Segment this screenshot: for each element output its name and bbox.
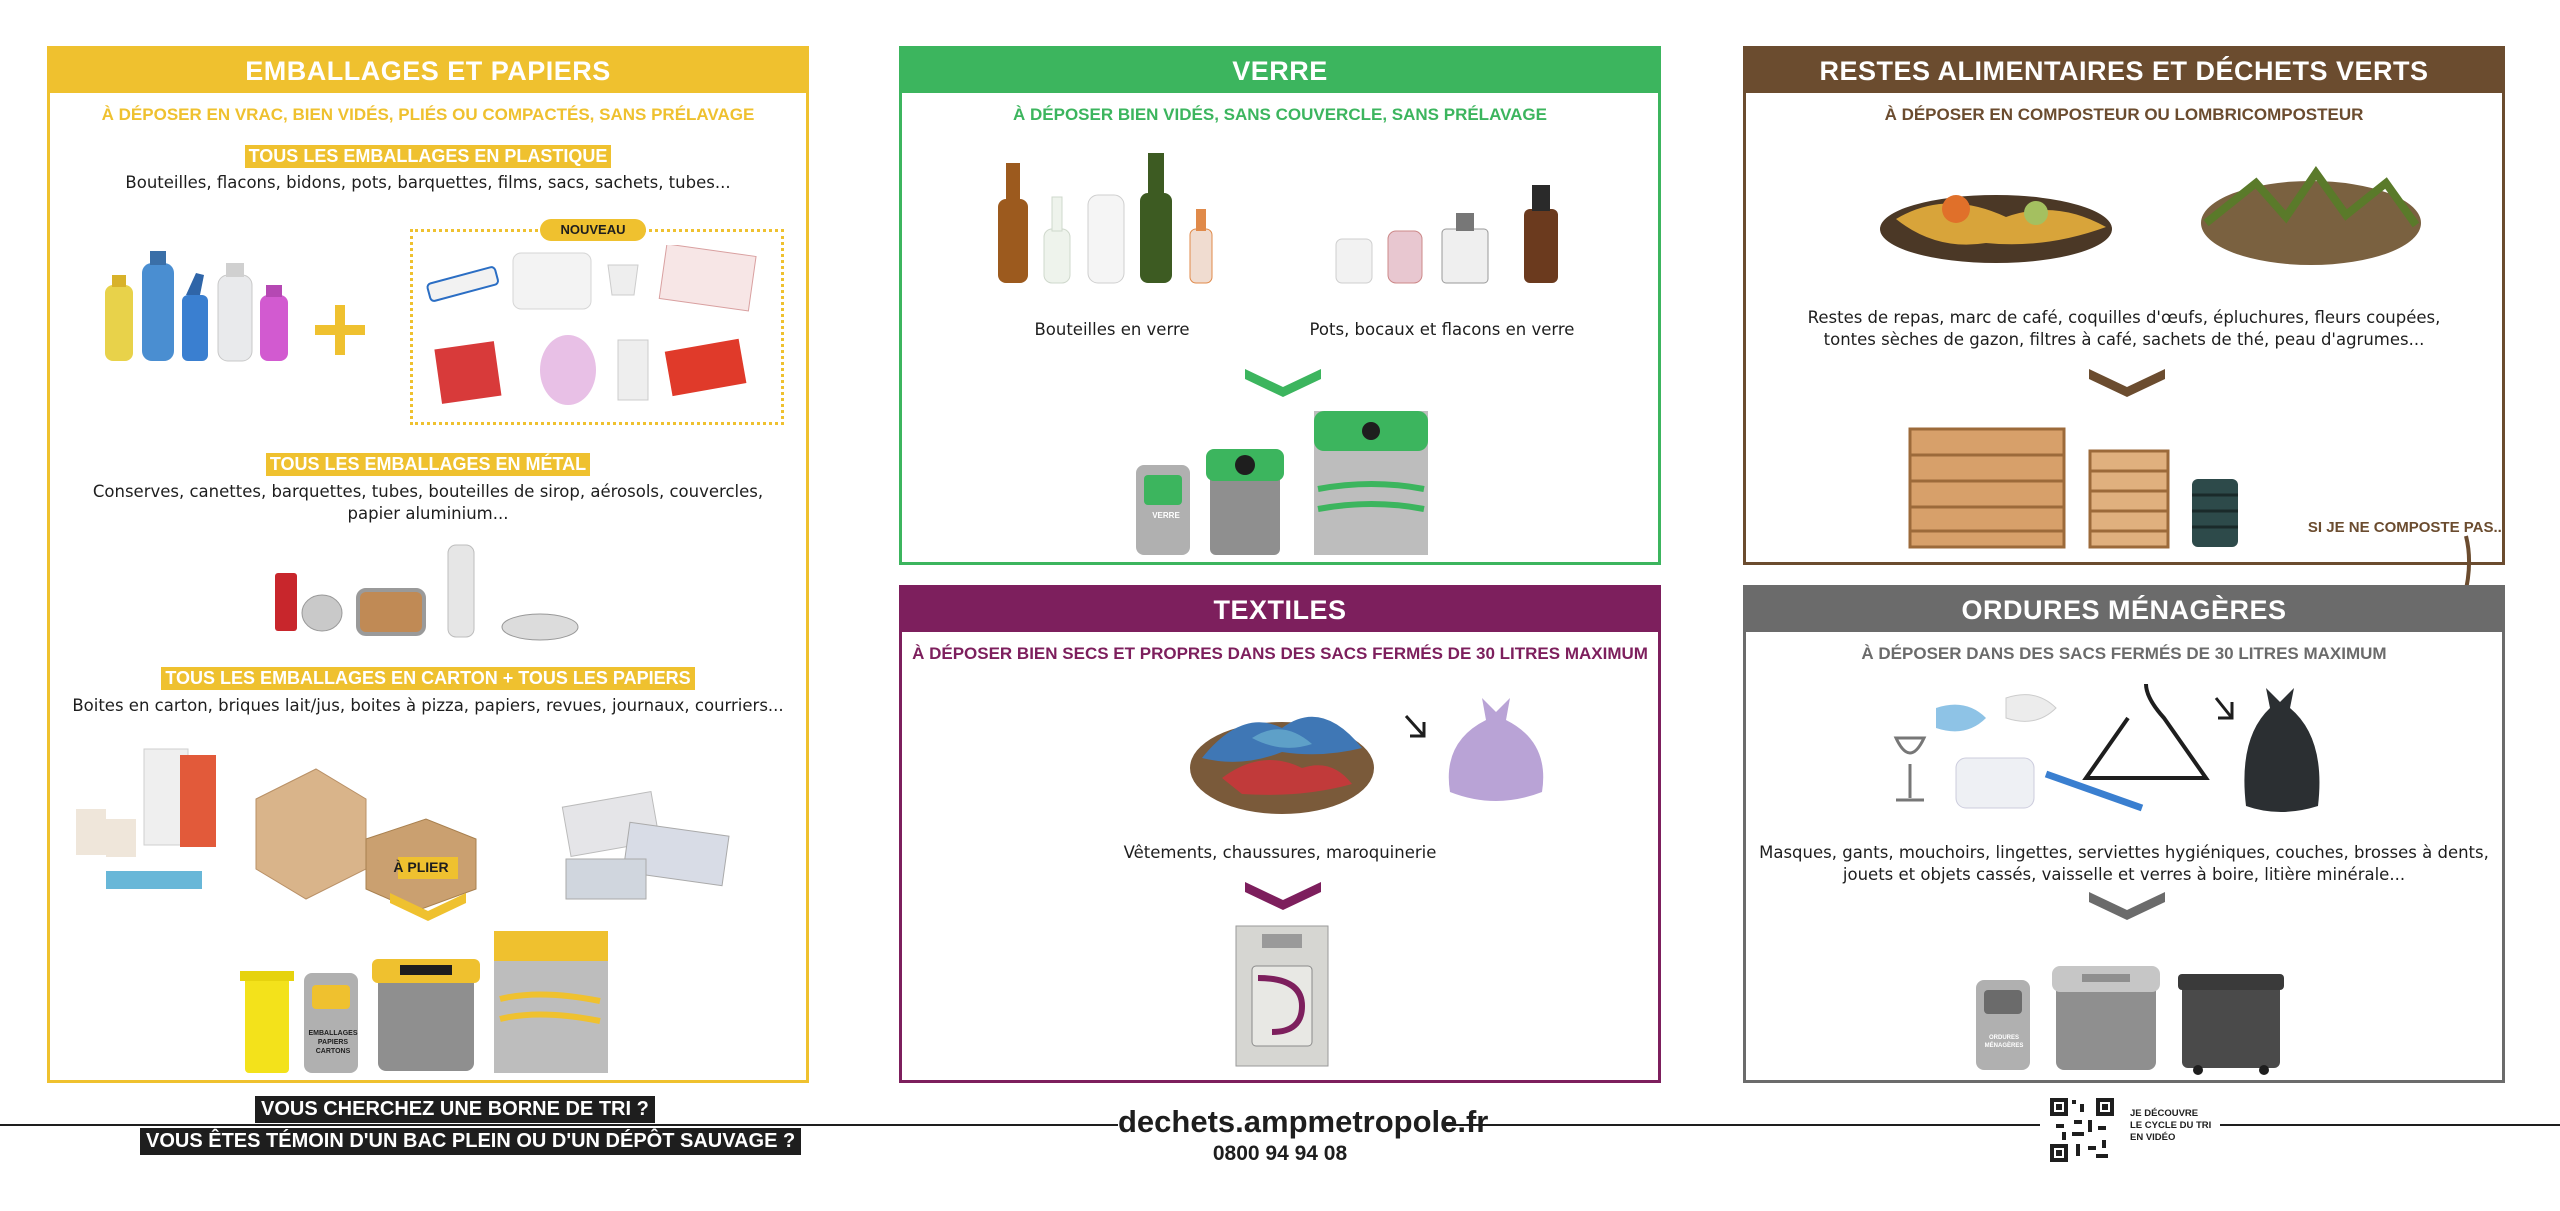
food-title: RESTES ALIMENTAIRES ET DÉCHETS VERTS (1746, 49, 2502, 93)
qr-code-icon[interactable] (2048, 1096, 2116, 1164)
glass-caption-jars: Pots, bocaux et flacons en verre (1309, 320, 1575, 339)
packaging-bins-illustration (240, 929, 620, 1079)
household-bin-label (1984, 1034, 2024, 1050)
food-subtitle: À DÉPOSER EN COMPOSTEUR OU LOMBRICOMPOSTEUR (1884, 105, 2364, 124)
metal-heading: TOUS LES EMBALLAGES EN MÉTAL (266, 453, 590, 476)
plastic-bottles-illustration (100, 245, 400, 365)
household-subtitle: À DÉPOSER DANS DES SACS FERMÉS DE 30 LITRES MAXIMUM (1861, 644, 2387, 663)
glass-bins-illustration (1132, 409, 1452, 559)
carton-text: Boites en carton, briques lait/jus, boites à pizza, papiers, revues, journaux, courriers... (72, 696, 784, 715)
plastic-text: Bouteilles, flacons, bidons, pots, barquettes, films, sacs, sachets, tubes... (125, 173, 731, 192)
metal-text (50, 481, 806, 525)
food-panel (1743, 46, 2505, 565)
glass-jars-illustration (1332, 179, 1572, 289)
food-text-line1: Restes de repas, marc de café, coquilles d'œufs, épluchures, fleurs coupées, (1807, 308, 2441, 327)
household-panel (1743, 585, 2505, 1083)
packaging-bin-label-line2: PAPIERS (317, 1039, 349, 1046)
qr-caption (2130, 1108, 2211, 1144)
qr-block (2040, 1094, 2220, 1166)
no-compost-label: SI JE NE COMPOSTE PAS... (2307, 519, 2506, 536)
household-bin-label-line1: ORDURES (1988, 1035, 2019, 1041)
metal-items-illustration (270, 535, 640, 645)
packaging-bin-label-line1: EMBALLAGES (308, 1030, 358, 1037)
household-title: ORDURES MÉNAGÈRES (1746, 588, 2502, 632)
glass-title: VERRE (902, 49, 1658, 93)
textile-container-illustration (1232, 922, 1332, 1072)
glass-subtitle: À DÉPOSER BIEN VIDÉS, SANS COUVERCLE, SANS PRÉLAVAGE (1012, 105, 1547, 124)
packaging-bin-label (306, 1029, 360, 1056)
household-text (1746, 842, 2502, 886)
household-items-illustration (1876, 678, 2356, 828)
packaging-title: EMBALLAGES ET PAPIERS (50, 49, 806, 93)
footer-website-link[interactable]: dechets.ampmetropole.fr (1118, 1104, 1489, 1139)
fold-tag: À PLIER (393, 859, 449, 875)
textile-bag-illustration (1432, 692, 1562, 812)
glass-caption-bottles: Bouteilles en verre (1034, 320, 1190, 339)
arrow-right-icon (1402, 712, 1430, 742)
footer-website-box (1118, 1104, 1489, 1174)
metal-text-line1: Conserves, canettes, barquettes, tubes, bouteilles de sirop, aérosols, couvercles, (92, 482, 764, 501)
footer-phone[interactable]: 0800 94 94 08 (1212, 1142, 1348, 1165)
footer-question-2: VOUS ÊTES TÉMOIN D'UN BAC PLEIN OU D'UN DÉPÔT SAUVAGE ? (140, 1128, 801, 1155)
plastic-heading: TOUS LES EMBALLAGES EN PLASTIQUE (245, 145, 612, 168)
packaging-bin-label-line3: CARTONS (315, 1048, 351, 1055)
textiles-subtitle: À DÉPOSER BIEN SECS ET PROPRES DANS DES SACS FERMÉS DE 30 LITRES MAXIMUM (912, 644, 1648, 663)
packaging-panel (47, 46, 809, 1083)
new-plastic-items-illustration (418, 245, 768, 415)
nouveau-badge: NOUVEAU (540, 219, 646, 241)
composters-illustration (1906, 425, 2246, 549)
food-text-line2: tontes sèches de gazon, filtres à café, sachets de thé, peau d'agrumes... (1823, 330, 2425, 349)
green-chevron (1243, 365, 1323, 399)
household-bins-illustration (1972, 960, 2292, 1076)
purple-chevron (1243, 878, 1323, 912)
clothes-pile-illustration (1182, 688, 1382, 818)
glass-bottles-illustration (992, 149, 1232, 289)
food-text (1746, 307, 2502, 351)
household-text-line1: Masques, gants, mouchoirs, lingettes, serviettes hygiéniques, couches, brosses à dents, (1759, 843, 2489, 862)
food-waste-illustration (1876, 159, 2116, 269)
yellow-chevron (388, 889, 468, 923)
metal-text-line2: papier aluminium... (347, 504, 509, 523)
qr-caption-line3: EN VIDÉO (2130, 1132, 2176, 1143)
carton-heading: TOUS LES EMBALLAGES EN CARTON + TOUS LES PAPIERS (161, 667, 694, 690)
qr-caption-line2: LE CYCLE DU TRI (2130, 1120, 2212, 1131)
brown-chevron (2087, 365, 2167, 399)
qr-caption-line1: JE DÉCOUVRE (2130, 1108, 2199, 1119)
household-bin-label-line2: MÉNAGÈRES (1984, 1043, 2024, 1049)
textiles-title: TEXTILES (902, 588, 1658, 632)
footer-question-1: VOUS CHERCHEZ UNE BORNE DE TRI ? (255, 1096, 655, 1123)
glass-panel (899, 46, 1661, 565)
textiles-caption: Vêtements, chaussures, maroquinerie (1123, 843, 1437, 862)
glass-bin-label: VERRE (1152, 511, 1180, 520)
green-waste-illustration (2196, 153, 2426, 273)
textiles-panel (899, 585, 1661, 1083)
packaging-subtitle: À DÉPOSER EN VRAC, BIEN VIDÉS, PLIÉS OU COMPACTÉS, SANS PRÉLAVAGE (101, 105, 755, 124)
household-text-line2: jouets et objets cassés, vaisselle et verres à boire, litière minérale... (1842, 865, 2406, 884)
grey-chevron (2087, 888, 2167, 922)
